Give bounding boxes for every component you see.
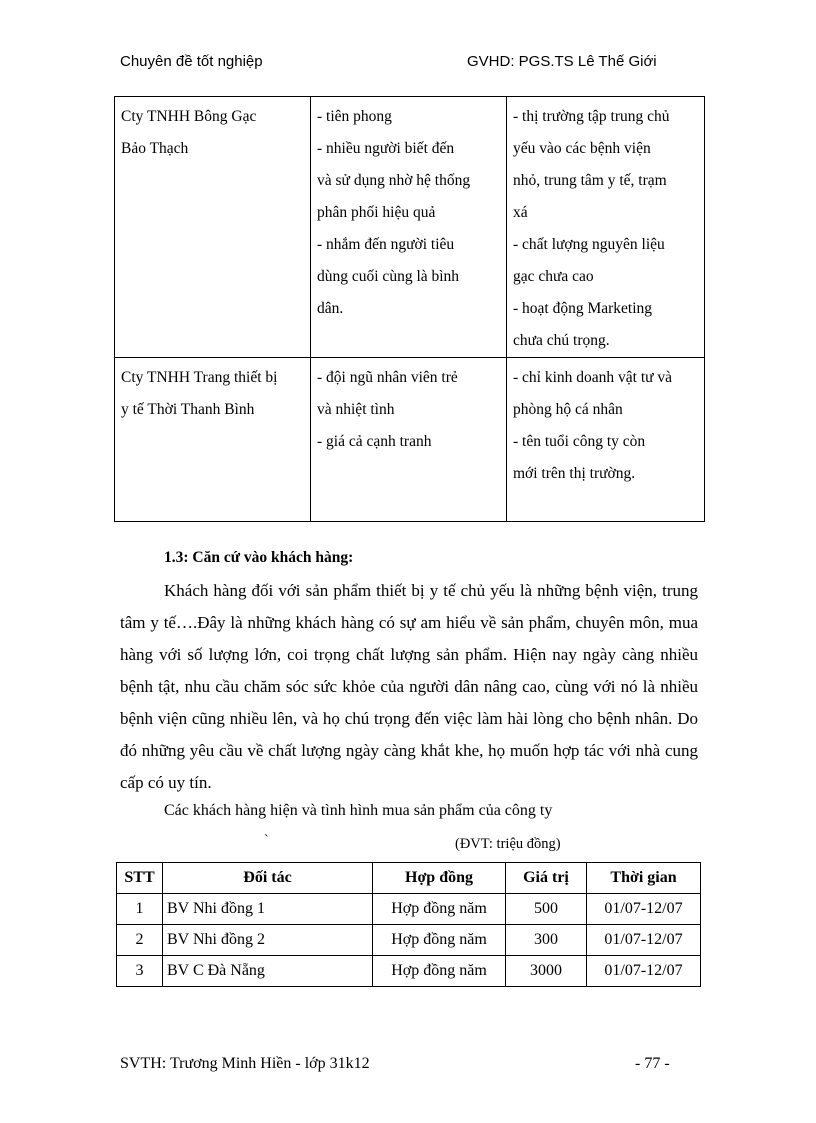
header-cell: Thời gian <box>587 863 701 894</box>
table-header-row <box>117 863 701 894</box>
cell-line: - nhiều người biết đến <box>317 140 455 157</box>
cell-line: yếu vào các bệnh viện <box>513 140 651 157</box>
cell-line: - tiên phong <box>317 108 392 125</box>
header-cell: Giá trị <box>506 863 587 894</box>
cell-line: - thị trường tập trung chủ <box>513 108 670 125</box>
cell-line: phân phối hiệu quả <box>317 204 436 221</box>
table-row <box>117 925 701 956</box>
footer-left: SVTH: Trương Minh Hiền - lớp 31k12 <box>120 1055 370 1072</box>
table-cell: Hợp đồng năm <box>373 894 506 925</box>
competitor-row <box>115 97 705 358</box>
cell-line: dân. <box>317 300 344 317</box>
customer-table <box>116 862 701 987</box>
cell-line: - giá cả cạnh tranh <box>317 433 432 450</box>
competitor-table <box>114 96 705 522</box>
cell-line: - tên tuổi công ty còn <box>513 433 646 450</box>
cell-line: nhỏ, trung tâm y tế, trạm <box>513 172 667 189</box>
table-cell: Hợp đồng năm <box>373 925 506 956</box>
cell-line: - hoạt động Marketing <box>513 300 653 317</box>
weaknesses-cell <box>507 358 705 522</box>
cell-line: Cty TNHH Bông Gạc <box>121 108 257 125</box>
header-left: Chuyên đề tốt nghiệp <box>120 53 263 70</box>
cell-line: y tế Thời Thanh Bình <box>121 401 255 418</box>
cell-line: - chỉ kinh doanh vật tư và <box>513 369 673 386</box>
table-cell: Hợp đồng năm <box>373 956 506 987</box>
cell-line: - chất lượng nguyên liệu <box>513 236 665 253</box>
header-right: GVHD: PGS.TS Lê Thế Giới <box>467 53 657 70</box>
table-cell: 1 <box>117 894 163 925</box>
unit-label: (ĐVT: triệu đồng) <box>455 836 561 852</box>
table-cell: 500 <box>506 894 587 925</box>
cell-line: và nhiệt tình <box>317 401 395 418</box>
cell-line: và sử dụng nhờ hệ thống <box>317 172 471 189</box>
cell-line: - đội ngũ nhân viên trẻ <box>317 369 458 386</box>
page-number: - 77 - <box>635 1055 670 1072</box>
section-title: 1.3: Căn cứ vào khách hàng: <box>164 549 354 566</box>
cell-line: gạc chưa cao <box>513 268 594 285</box>
table-row <box>117 956 701 987</box>
cell-line: chưa chú trọng. <box>513 332 610 349</box>
table-row <box>117 894 701 925</box>
cell-line: dùng cuối cùng là bình <box>317 268 460 285</box>
cell-line: phòng hộ cá nhân <box>513 401 623 418</box>
competitor-row <box>115 358 705 522</box>
header-cell: Hợp đồng <box>373 863 506 894</box>
cell-line: - nhắm đến người tiêu <box>317 236 455 253</box>
strengths-cell <box>311 358 507 522</box>
cell-line: mới trên thị trường. <box>513 465 636 482</box>
header-cell: Đối tác <box>163 863 373 894</box>
table-cell: 3 <box>117 956 163 987</box>
customer-list-intro: Các khách hàng hiện và tình hình mua sản phẩm của công ty <box>164 802 553 819</box>
weaknesses-cell <box>507 97 705 358</box>
table-cell: 2 <box>117 925 163 956</box>
table-cell: 300 <box>506 925 587 956</box>
company-cell <box>115 358 311 522</box>
table-cell: BV Nhi đồng 1 <box>163 894 373 925</box>
table-cell: 01/07-12/07 <box>587 925 701 956</box>
cell-line: xá <box>513 204 528 221</box>
table-cell: 3000 <box>506 956 587 987</box>
table-cell: BV Nhi đồng 2 <box>163 925 373 956</box>
header-cell: STT <box>117 863 163 894</box>
cell-line: Cty TNHH Trang thiết bị <box>121 369 278 386</box>
stray-tick-mark: ` <box>264 833 269 848</box>
cell-line: Bảo Thạch <box>121 140 189 157</box>
table-cell: 01/07-12/07 <box>587 956 701 987</box>
strengths-cell <box>311 97 507 358</box>
table-cell: BV C Đà Nẵng <box>163 956 373 987</box>
company-cell <box>115 97 311 358</box>
body-paragraph: Khách hàng đối với sản phẩm thiết bị y tế chủ yếu là những bệnh viện, trung tâm y tế….Đây là những khách hàng có sự am hiểu về sản phẩm, chuyên môn, mua hàng với số lượng lớn, coi trọng chất lượng sản phẩm. Hiện nay ngày càng nhiều bệnh tật, nhu cầu chăm sóc sức khỏe của người dân nâng cao, cùng với nó là nhiều bệnh viện cũng nhiều lên, và họ chú trọng đến việc làm hài lòng cho bệnh nhân. Do đó những yêu cầu về chất lượng ngày càng khắt khe, họ muốn hợp tác với nhà cung cấp có uy tín. <box>120 581 698 792</box>
table-cell: 01/07-12/07 <box>587 894 701 925</box>
